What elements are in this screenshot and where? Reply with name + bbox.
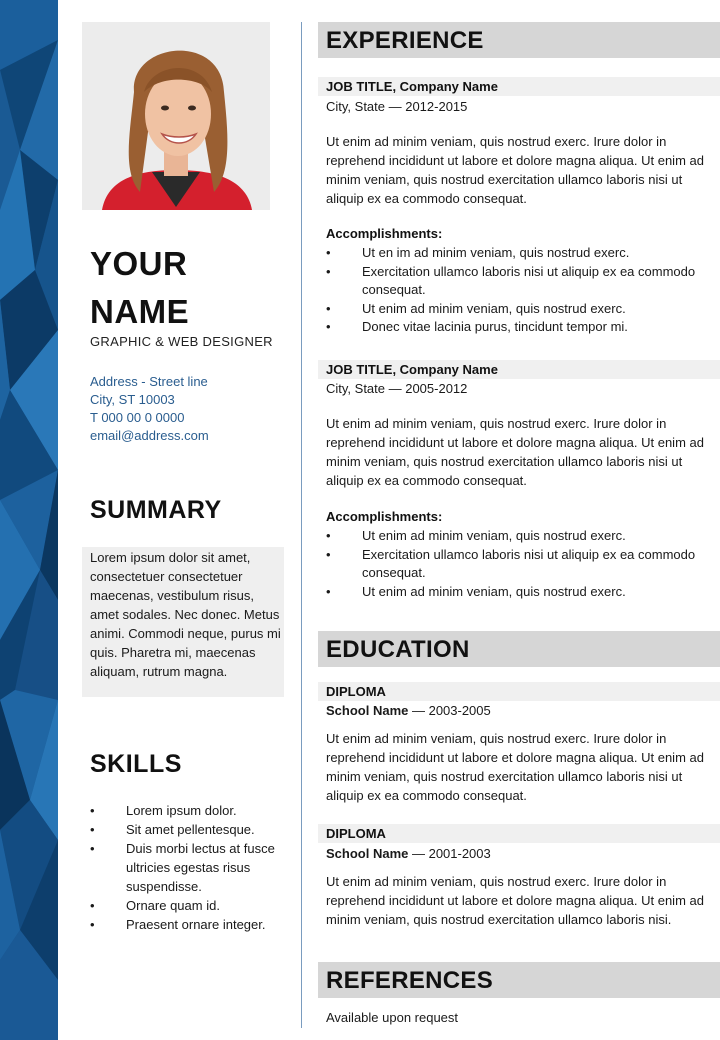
school-line: [326, 701, 712, 720]
portrait-illustration: [82, 22, 270, 210]
contact-block: [90, 373, 209, 445]
school-line: [326, 844, 712, 863]
references-heading: REFERENCES: [326, 967, 494, 994]
education-description: Ut enim ad minim veniam, quis nostrud exerc. Irure dolor in reprehend incididunt ut labore et dolore magna aliqua. Ut enim ad minim veniam, quis nostrud exercitation ullamco laboris nisi ut aliquip ex ea commodo consequat.: [326, 731, 704, 803]
accomplishment-item: • Exercitation ullamco laboris nisi ut aliquip ex ea commodo consequat.: [326, 263, 696, 297]
job-title: JOB TITLE, Company Name: [326, 79, 498, 94]
city-line: City, ST 10003: [90, 392, 175, 407]
bullet: •: [326, 546, 331, 562]
accomplishments-label: Accomplishments:: [326, 509, 443, 524]
phone-line: T 000 00 0 0000: [90, 410, 185, 425]
degree-title: DIPLOMA: [326, 684, 386, 699]
skill-item: • Ornare quam id.: [90, 898, 220, 913]
job-location-dates: City, State — 2012-2015: [326, 99, 468, 114]
name-line-1: YOUR: [90, 245, 188, 282]
education-heading-bar: [318, 631, 720, 667]
name-line-2: NAME: [90, 293, 190, 330]
full-name: [90, 240, 189, 336]
summary-heading: SUMMARY: [90, 496, 222, 524]
experience-heading-bar: [318, 22, 720, 58]
bullet: •: [326, 263, 331, 279]
accomplishment-item: • Ut enim ad minim veniam, quis nostrud exerc.: [326, 527, 716, 546]
job-title: JOB TITLE, Company Name: [326, 362, 498, 377]
accomplishment-item: • Ut en im ad minim veniam, quis nostrud exerc.: [326, 244, 716, 263]
degree-bar: [318, 824, 720, 843]
references-heading-bar: [318, 962, 720, 998]
column-divider: [301, 22, 302, 1028]
job-description: Ut enim ad minim veniam, quis nostrud exerc. Irure dolor in reprehend incididunt ut labore et dolore magna aliqua. Ut enim ad minim veniam, quis nostrud exercitation ullamco laboris nisi ut aliquip ex ea commodo consequat.: [326, 134, 704, 206]
education-heading: EDUCATION: [326, 636, 470, 663]
accomplishment-item: • Exercitation ullamco laboris nisi ut aliquip ex ea commodo consequat.: [326, 546, 696, 580]
bullet: •: [90, 841, 95, 856]
bullet: •: [90, 803, 95, 818]
accomplishment-item: • Ut enim ad minim veniam, quis nostrud exerc.: [326, 583, 716, 602]
accomplishment-item: • Donec vitae lacinia purus, tincidunt tempor mi.: [326, 318, 716, 337]
bullet: •: [90, 898, 95, 913]
education-description: Ut enim ad minim veniam, quis nostrud exerc. Irure dolor in reprehend incididunt ut labore et dolore magna aliqua. Ut enim ad minim veniam, quis nostrud exercitation ullamco laboris nisi.: [326, 874, 704, 927]
skill-item: • Duis morbi lectus at fusce ultricies egestas risus suspendisse.: [90, 841, 275, 894]
skills-list: [90, 801, 290, 934]
bullet: •: [90, 822, 95, 837]
bullet: •: [326, 583, 331, 599]
school-name: School Name: [326, 846, 409, 861]
skill-item: • Praesent ornare integer.: [90, 917, 266, 932]
job-description: Ut enim ad minim veniam, quis nostrud exerc. Irure dolor in reprehend incididunt ut labore et dolore magna aliqua. Ut enim ad minim veniam, quis nostrud exercitation ullamco laboris nisi ut aliquip ex ea commodo consequat.: [326, 416, 704, 488]
skills-heading: SKILLS: [90, 750, 182, 778]
bullet: •: [326, 300, 331, 316]
bullet: •: [326, 528, 331, 543]
job-role: GRAPHIC & WEB DESIGNER: [90, 334, 273, 349]
summary-text: Lorem ipsum dolor sit amet, consectetuer consectetuer maecenas, vestibulum risus, amet sodales. Nec donec. Metus animi. Commodi neque, purus mi quis. Pharetra mi, maecenas aliquam, rutrum magna.: [90, 550, 281, 679]
low-poly-pattern: [0, 0, 58, 1040]
address-line: Address - Street line: [90, 374, 208, 389]
school-name: School Name: [326, 703, 409, 718]
email-line[interactable]: email@address.com: [90, 428, 209, 443]
accomplishments-list: [326, 527, 716, 601]
accomplishment-item: • Ut enim ad minim veniam, quis nostrud exerc.: [326, 300, 716, 319]
accomplishments-label: Accomplishments:: [326, 226, 443, 241]
decorative-side-band: [0, 0, 58, 1040]
skill-item: • Sit amet pellentesque.: [90, 822, 255, 837]
job-location-dates: City, State — 2005-2012: [326, 381, 468, 396]
degree-title: DIPLOMA: [326, 826, 386, 841]
school-dates: — 2001-2003: [408, 846, 491, 861]
profile-photo: [82, 22, 270, 210]
references-text: Available upon request: [326, 1010, 459, 1025]
school-dates: — 2003-2005: [408, 703, 491, 718]
skill-item: • Lorem ipsum dolor.: [90, 803, 237, 818]
degree-bar: [318, 682, 720, 701]
accomplishments-list: [326, 244, 716, 337]
job-title-bar: [318, 360, 720, 379]
experience-heading: EXPERIENCE: [326, 27, 484, 54]
bullet: •: [326, 319, 331, 334]
bullet: •: [326, 245, 331, 260]
bullet: •: [90, 917, 95, 932]
job-title-bar: [318, 77, 720, 96]
